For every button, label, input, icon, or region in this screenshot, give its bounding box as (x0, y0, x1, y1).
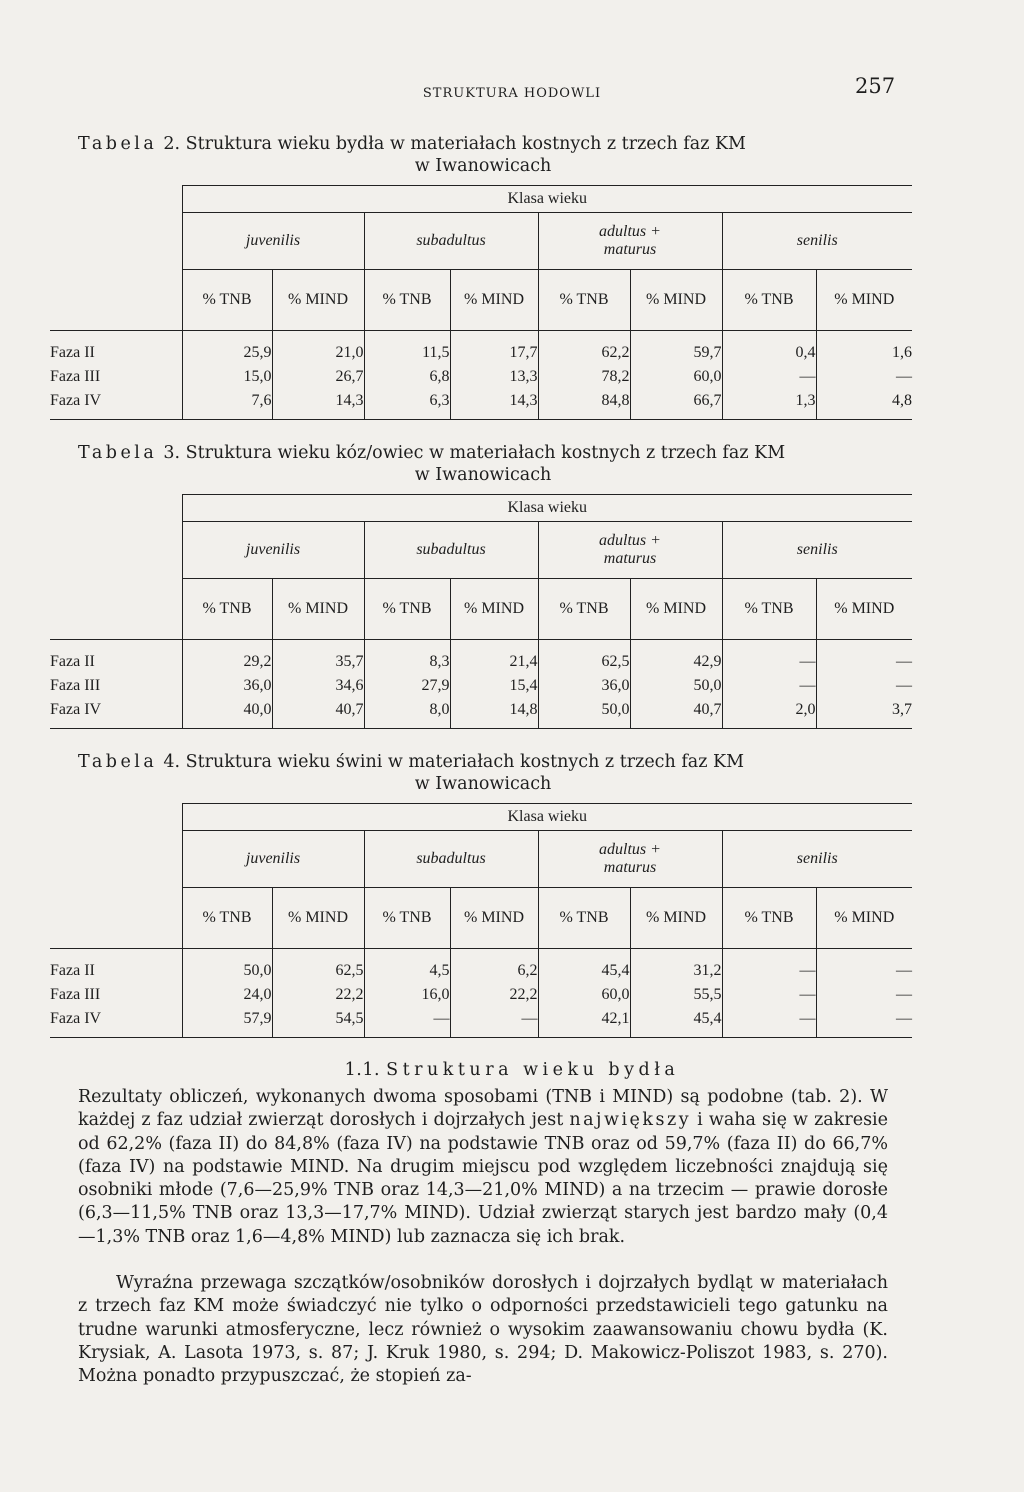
row-label: Faza II (50, 949, 182, 984)
table-4-col-header: % TNB (364, 888, 450, 949)
table-2-group-adultus: adultus + maturus (538, 213, 722, 270)
table-cell: — (722, 949, 816, 984)
table-4-group-juvenilis: juvenilis (182, 831, 364, 888)
paragraph-1: Rezultaty obliczeń, wykonanych dwoma sposobami (TNB i MIND) są podobne (tab. 2). W każdej z faz udział zwierząt dorosłych i dojrzałych jest największy i waha się w zakresie od 62,2% (faza II) do 84,8% (faza IV) na podstawie TNB oraz od 59,7% (faza II) do 66,7% (faza IV) na podstawie MIND. Na drugim miejscu pod względem liczebności znajdują się osobniki młode (7,6—25,9% TNB oraz 14,3—21,0% MIND) a na trzecim — prawie dorosłe (6,3—11,5% TNB oraz 13,3—17,7% MIND). Udział zwierząt starych jest bardzo mały (0,4—1,3% TNB oraz 1,6—4,8% MIND) lub zaznacza się ich brak. (78, 1087, 889, 1247)
table-cell: 31,2 (630, 949, 722, 984)
table-3-group-adultus: adultus + maturus (538, 522, 722, 579)
table-cell: 66,7 (630, 389, 722, 420)
table-2 (50, 185, 912, 420)
table-2-group-subadultus: subadultus (364, 213, 538, 270)
table-cell: 11,5 (364, 331, 450, 366)
table-3-col-header: % TNB (182, 579, 272, 640)
table-row (50, 949, 912, 984)
table-cell: 15,4 (450, 674, 538, 698)
table-cell: 6,2 (450, 949, 538, 984)
table-cell: 84,8 (538, 389, 630, 420)
table-2-caption (78, 133, 888, 177)
table-cell: 14,3 (450, 389, 538, 420)
table-2-col-header: % TNB (538, 270, 630, 331)
table-cell: 16,0 (364, 983, 450, 1007)
row-label: Faza III (50, 986, 101, 1003)
table-4-col-header: % MIND (450, 888, 538, 949)
table-cell: — (722, 640, 816, 675)
table-cell: 24,0 (182, 983, 272, 1007)
table-3-title-line2: w Iwanowicach (414, 465, 552, 485)
table-3-col-header: % MIND (816, 579, 912, 640)
table-cell: — (722, 674, 816, 698)
table-3-label: Tabela (78, 443, 158, 463)
table-cell: 8,3 (364, 640, 450, 675)
table-3-class-header: Klasa wieku (182, 495, 912, 522)
table-cell: 29,2 (182, 640, 272, 675)
row-label: Faza IV (50, 698, 182, 729)
table-cell: 4,8 (816, 389, 912, 420)
table-row (50, 389, 912, 420)
table-cell: 40,0 (182, 698, 272, 729)
table-cell: 21,0 (272, 331, 364, 366)
table-3-title-line1: 3. Struktura wieku kóz/owiec w materiałach kostnych z trzech faz KM (163, 443, 786, 463)
table-3-group-juvenilis: juvenilis (182, 522, 364, 579)
table-4-group-adultus: adultus + maturus (538, 831, 722, 888)
table-4-col-header: % TNB (538, 888, 630, 949)
table-4-col-header: % TNB (182, 888, 272, 949)
table-row (50, 331, 912, 366)
row-label: Faza IV (50, 389, 182, 420)
table-cell: 7,6 (182, 389, 272, 420)
table-cell: 55,5 (630, 983, 722, 1007)
table-3-col-header: % MIND (450, 579, 538, 640)
table-4 (50, 803, 912, 1038)
table-cell: 26,7 (272, 365, 364, 389)
table-cell: 4,5 (364, 949, 450, 984)
table-cell: 54,5 (272, 1007, 364, 1038)
table-row (50, 983, 912, 1007)
table-cell: 62,5 (272, 949, 364, 984)
table-2-col-header: % MIND (272, 270, 364, 331)
table-2-group-senilis: senilis (722, 213, 912, 270)
table-3-col-header: % TNB (722, 579, 816, 640)
section-title: Struktura wieku bydła (386, 1060, 680, 1080)
table-3-col-header: % TNB (364, 579, 450, 640)
table-cell: 2,0 (722, 698, 816, 729)
table-cell: — (816, 365, 912, 389)
table-cell: — (722, 983, 816, 1007)
table-4-col-header: % MIND (272, 888, 364, 949)
table-4-class-header: Klasa wieku (182, 804, 912, 831)
table-cell: — (816, 949, 912, 984)
table-4-title-line2: w Iwanowicach (414, 774, 552, 794)
table-cell: 50,0 (630, 674, 722, 698)
row-label: Faza II (50, 331, 182, 366)
table-2-label: Tabela (78, 134, 158, 154)
running-head: STRUKTURA HODOWLI (422, 86, 602, 101)
table-row (50, 1007, 912, 1038)
table-3-col-header: % MIND (630, 579, 722, 640)
table-2-col-header: % MIND (816, 270, 912, 331)
table-cell: 1,3 (722, 389, 816, 420)
table-cell: 60,0 (630, 365, 722, 389)
table-row (50, 640, 912, 675)
table-4-group-senilis: senilis (722, 831, 912, 888)
table-2-col-header: % MIND (450, 270, 538, 331)
table-cell: 13,3 (450, 365, 538, 389)
table-cell: 6,8 (364, 365, 450, 389)
table-cell: — (722, 1007, 816, 1038)
table-4-group-subadultus: subadultus (364, 831, 538, 888)
table-cell: 60,0 (538, 983, 630, 1007)
table-cell: — (816, 674, 912, 698)
table-cell: 36,0 (538, 674, 630, 698)
table-cell: 50,0 (182, 949, 272, 984)
table-2-col-header: % MIND (630, 270, 722, 331)
table-cell: 36,0 (182, 674, 272, 698)
table-cell: 45,4 (630, 1007, 722, 1038)
table-cell: 17,7 (450, 331, 538, 366)
table-cell: 1,6 (816, 331, 912, 366)
table-4-title-line1: 4. Struktura wieku świni w materiałach kostnych z trzech faz KM (163, 752, 745, 772)
table-2-col-header: % TNB (182, 270, 272, 331)
table-4-col-header: % MIND (816, 888, 912, 949)
table-cell: 42,1 (538, 1007, 630, 1038)
table-cell: 22,2 (450, 983, 538, 1007)
table-cell: 25,9 (182, 331, 272, 366)
table-cell: 59,7 (630, 331, 722, 366)
row-label: Faza II (50, 640, 182, 675)
table-cell: — (722, 365, 816, 389)
table-cell: 15,0 (182, 365, 272, 389)
table-cell: 21,4 (450, 640, 538, 675)
table-cell: 27,9 (364, 674, 450, 698)
table-cell: — (816, 640, 912, 675)
table-row (50, 698, 912, 729)
table-4-col-header: % MIND (630, 888, 722, 949)
table-2-class-header: Klasa wieku (182, 186, 912, 213)
table-3-group-senilis: senilis (722, 522, 912, 579)
section-heading (0, 1060, 1024, 1080)
table-cell: 40,7 (630, 698, 722, 729)
table-2-col-header: % TNB (364, 270, 450, 331)
table-cell: 40,7 (272, 698, 364, 729)
table-row (50, 674, 912, 698)
table-2-col-header: % TNB (722, 270, 816, 331)
table-cell: 8,0 (364, 698, 450, 729)
paragraph-2: Wyraźna przewaga szczątków/osobników dorosłych i dojrzałych bydląt w materiałach z trzech faz KM może świadczyć nie tylko o odporności przedstawicieli tego gatunku na trudne warunki atmosferyczne, lecz również o wysokim zaawansowaniu chowu bydła (K. Krysiak, A. Lasota 1973, s. 87; J. Kruk 1980, s. 294; D. Makowicz-Poliszot 1983, s. 270). Można ponadto przypuszczać, że stopień za- (78, 1273, 888, 1387)
table-cell: 42,9 (630, 640, 722, 675)
table-cell: — (816, 983, 912, 1007)
table-4-label: Tabela (78, 752, 158, 772)
table-3-caption (78, 442, 888, 486)
table-cell: 0,4 (722, 331, 816, 366)
table-cell: 62,2 (538, 331, 630, 366)
table-3-group-subadultus: subadultus (364, 522, 538, 579)
table-cell: 35,7 (272, 640, 364, 675)
table-cell: 14,8 (450, 698, 538, 729)
table-cell: 6,3 (364, 389, 450, 420)
page-number: 257 (855, 74, 896, 98)
table-2-title-line2: w Iwanowicach (414, 156, 552, 176)
table-cell: 3,7 (816, 698, 912, 729)
table-cell: — (450, 1007, 538, 1038)
table-3 (50, 494, 912, 729)
table-cell: 62,5 (538, 640, 630, 675)
table-3-col-header: % TNB (538, 579, 630, 640)
table-cell: 45,4 (538, 949, 630, 984)
section-number: 1.1. (344, 1060, 381, 1080)
table-cell: — (364, 1007, 450, 1038)
table-cell: — (816, 1007, 912, 1038)
table-3-col-header: % MIND (272, 579, 364, 640)
table-row (50, 365, 912, 389)
table-cell: 14,3 (272, 389, 364, 420)
table-cell: 57,9 (182, 1007, 272, 1038)
table-2-group-juvenilis: juvenilis (182, 213, 364, 270)
table-cell: 50,0 (538, 698, 630, 729)
table-4-col-header: % TNB (722, 888, 816, 949)
row-label: Faza III (50, 368, 101, 385)
table-cell: 22,2 (272, 983, 364, 1007)
table-cell: 34,6 (272, 674, 364, 698)
table-2-title-line1: 2. Struktura wieku bydła w materiałach kostnych z trzech faz KM (163, 134, 746, 154)
table-4-caption (78, 751, 888, 795)
row-label: Faza IV (50, 1007, 182, 1038)
row-label: Faza III (50, 677, 101, 694)
table-cell: 78,2 (538, 365, 630, 389)
